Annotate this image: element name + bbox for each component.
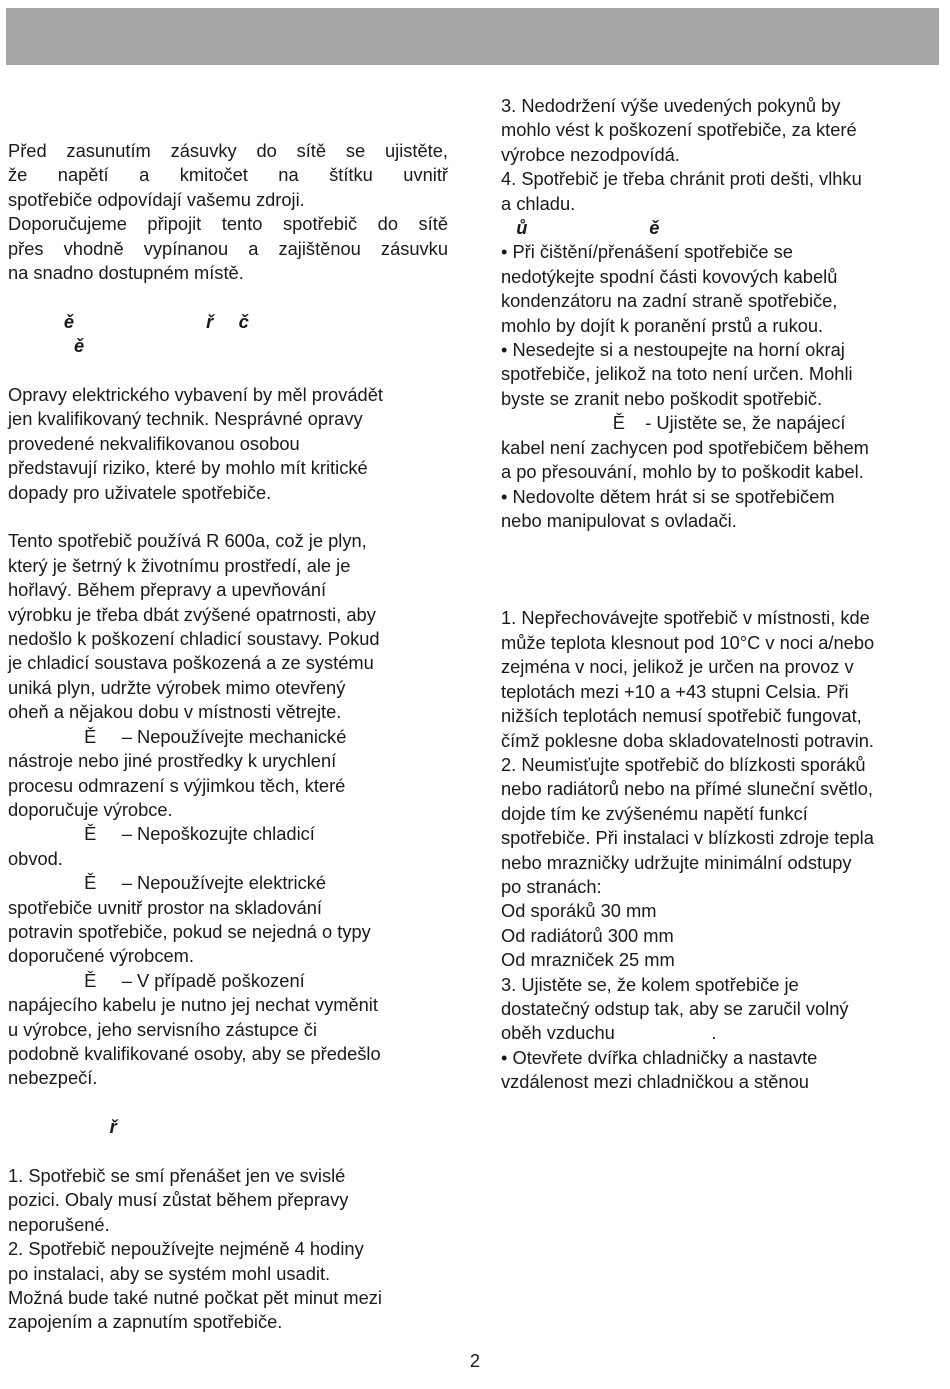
- left-text-line: představují riziko, které by mohlo mít kritické: [8, 457, 368, 479]
- right-text-line: dostatečný odstup tak, aby se zaručil volný: [501, 997, 849, 1019]
- left-text-line: přes vhodně vypínanou a zajištěnou zásuvku: [8, 237, 448, 259]
- left-text-line: 1. Spotřebič se smí přenášet jen ve svislé: [8, 1164, 346, 1186]
- left-text-line: Tento spotřebič používá R 600a, což je plyn,: [8, 530, 367, 552]
- left-text-line: Ě – V případě poškození: [8, 969, 305, 991]
- left-text-line: neporušené.: [8, 1213, 110, 1235]
- left-text-line: nástroje nebo jiné prostředky k urychlení: [8, 750, 337, 772]
- right-text-line: 1. Nepřechovávejte spotřebič v místnosti, kde: [501, 607, 870, 629]
- left-text-line: obvod.: [8, 847, 63, 869]
- left-heading: ř: [8, 1116, 117, 1138]
- left-text-line: oheň a nějakou dobu v místnosti větrejte.: [8, 701, 342, 723]
- left-text-line: doporučené výrobcem.: [8, 945, 194, 967]
- left-text-line: nebezpečí.: [8, 1067, 98, 1089]
- right-text-line: • Nesedejte si a nestoupejte na horní okraj: [501, 339, 845, 361]
- left-text-line: Opravy elektrického vybavení by měl provádět: [8, 384, 383, 406]
- right-text-line: mohlo vést k poškození spotřebiče, za které: [501, 119, 857, 141]
- left-blank-line: [8, 285, 448, 309]
- right-blank-line: [501, 558, 941, 582]
- right-text-line: oběh vzduchu .: [501, 1022, 717, 1044]
- right-text-line: zejména v noci, jelikož je určen na provoz v: [501, 656, 854, 678]
- left-text-line: doporučuje výrobce.: [8, 798, 173, 820]
- left-text-line: spotřebiče odpovídají vašemu zdroji.: [8, 188, 305, 210]
- left-text-line: který je šetrný k životnímu prostředí, ale je: [8, 554, 351, 576]
- left-text-line: dopady pro uživatele spotřebiče.: [8, 481, 272, 503]
- right-text-line: • Nedovolte dětem hrát si se spotřebičem: [501, 485, 835, 507]
- left-text-line: jen kvalifikovaný technik. Nesprávné opravy: [8, 408, 363, 430]
- right-text-line: nižších teplotách nemusí spotřebič fungovat,: [501, 705, 862, 727]
- right-text-line: může teplota klesnout pod 10°C v noci a/nebo: [501, 631, 875, 653]
- left-text-line: Před zasunutím zásuvky do sítě se ujistěte,: [8, 140, 448, 161]
- right-text-line: Od radiátorů 300 mm: [501, 924, 674, 946]
- right-text-line: spotřebiče. Při instalaci v blízkosti zdroje tepla: [501, 827, 874, 849]
- right-text-line: 2. Neumisťujte spotřebič do blízkosti sporáků: [501, 753, 866, 775]
- right-text-line: nedotýkejte spodní části kovových kabelů: [501, 265, 838, 287]
- left-column: [8, 139, 448, 1335]
- right-blank-line: [501, 582, 941, 606]
- right-blank-line: [501, 533, 941, 557]
- right-column: [501, 94, 941, 1095]
- right-text-line: dojde tím ke zvýšenému napětí funkcí: [501, 802, 808, 824]
- right-text-line: vzdálenost mezi chladničkou a stěnou: [501, 1071, 809, 1093]
- right-text-line: výrobce nezodpovídá.: [501, 143, 680, 165]
- left-text-line: na snadno dostupném místě.: [8, 262, 244, 284]
- left-text-line: po instalaci, aby se systém mohl usadit.: [8, 1262, 331, 1284]
- left-blank-line: [8, 1140, 448, 1164]
- right-text-line: teplotách mezi +10 a +43 stupni Celsia. Při: [501, 680, 849, 702]
- left-text-line: spotřebiče uvnitř prostor na skladování: [8, 896, 322, 918]
- right-text-line: po stranách:: [501, 875, 602, 897]
- left-text-line: je chladicí soustava poškozená a ze systému: [8, 652, 374, 674]
- left-heading: ě: [8, 335, 85, 357]
- left-text-line: hořlavý. Během přepravy a upevňování: [8, 579, 327, 601]
- left-text-line: pozici. Obaly musí zůstat během přepravy: [8, 1189, 349, 1211]
- right-text-line: spotřebiče, jelikož na toto není určen. Mohli: [501, 363, 853, 385]
- right-heading: ů ě: [501, 217, 660, 239]
- right-text-line: • Otevřete dvířka chladničky a nastavte: [501, 1046, 818, 1068]
- left-text-line: že napětí a kmitočet na štítku uvnitř: [8, 164, 448, 186]
- right-text-line: nebo mrazničky udržujte minimální odstupy: [501, 851, 852, 873]
- right-text-line: nebo radiátorů nebo na přímé sluneční světlo,: [501, 778, 873, 800]
- left-text-line: Ě – Nepoužívejte elektrické: [8, 872, 327, 894]
- right-text-line: mohlo by dojít k poranění prstů a rukou.: [501, 314, 824, 336]
- right-text-line: nebo manipulovat s ovladači.: [501, 509, 737, 531]
- right-text-line: 3. Ujistěte se, že kolem spotřebiče je: [501, 973, 799, 995]
- left-text-line: Doporučujeme připojit tento spotřebič do sítě: [8, 213, 448, 235]
- right-text-line: Od sporáků 30 mm: [501, 900, 657, 922]
- left-text-line: napájecího kabelu je nutno jej nechat vyměnit: [8, 994, 378, 1016]
- right-text-line: byste se zranit nebo poškodit spotřebič.: [501, 387, 823, 409]
- page-number: 2: [469, 1350, 481, 1371]
- right-text-line: čímž poklesne doba skladovatelnosti potravin.: [501, 729, 874, 751]
- right-text-line: 4. Spotřebič je třeba chránit proti dešti, vlhku: [501, 168, 862, 190]
- left-blank-line: [8, 1091, 448, 1115]
- left-blank-line: [8, 359, 448, 383]
- header-bar: [6, 8, 939, 65]
- left-text-line: provedené nekvalifikovanou osobou: [8, 432, 300, 454]
- right-text-line: Ě - Ujistěte se, že napájecí: [501, 412, 846, 434]
- right-text-line: kondenzátoru na zadní straně spotřebiče,: [501, 290, 838, 312]
- right-text-line: kabel není zachycen pod spotřebičem během: [501, 436, 869, 458]
- left-text-line: Ě – Nepoužívejte mechanické: [8, 725, 347, 747]
- left-text-line: podobně kvalifikované osoby, aby se předešlo: [8, 1042, 381, 1064]
- left-blank-line: [8, 505, 448, 529]
- right-text-line: 3. Nedodržení výše uvedených pokynů by: [501, 95, 841, 116]
- left-text-line: procesu odmrazení s výjimkou těch, které: [8, 774, 346, 796]
- left-text-line: uniká plyn, udržte výrobek mimo otevřený: [8, 676, 346, 698]
- right-text-line: Od mrazniček 25 mm: [501, 949, 675, 971]
- left-text-line: 2. Spotřebič nepoužívejte nejméně 4 hodiny: [8, 1238, 364, 1260]
- right-text-line: a po přesouvání, mohlo by to poškodit kabel.: [501, 461, 864, 483]
- left-text-line: Možná bude také nutné počkat pět minut mezi: [8, 1287, 382, 1309]
- right-text-line: • Při čištění/přenášení spotřebiče se: [501, 241, 793, 263]
- left-text-line: zapojením a zapnutím spotřebiče.: [8, 1311, 283, 1333]
- left-text-line: výrobku je třeba dbát zvýšené opatrnosti, aby: [8, 603, 376, 625]
- left-heading: ě ř č: [8, 310, 249, 332]
- left-text-line: nedošlo k poškození chladicí soustavy. Pokud: [8, 628, 380, 650]
- left-text-line: Ě – Nepoškozujte chladicí: [8, 823, 315, 845]
- left-text-line: potravin spotřebiče, pokud se nejedná o typy: [8, 920, 371, 942]
- left-text-line: u výrobce, jeho servisního zástupce či: [8, 1018, 317, 1040]
- right-text-line: a chladu.: [501, 192, 576, 214]
